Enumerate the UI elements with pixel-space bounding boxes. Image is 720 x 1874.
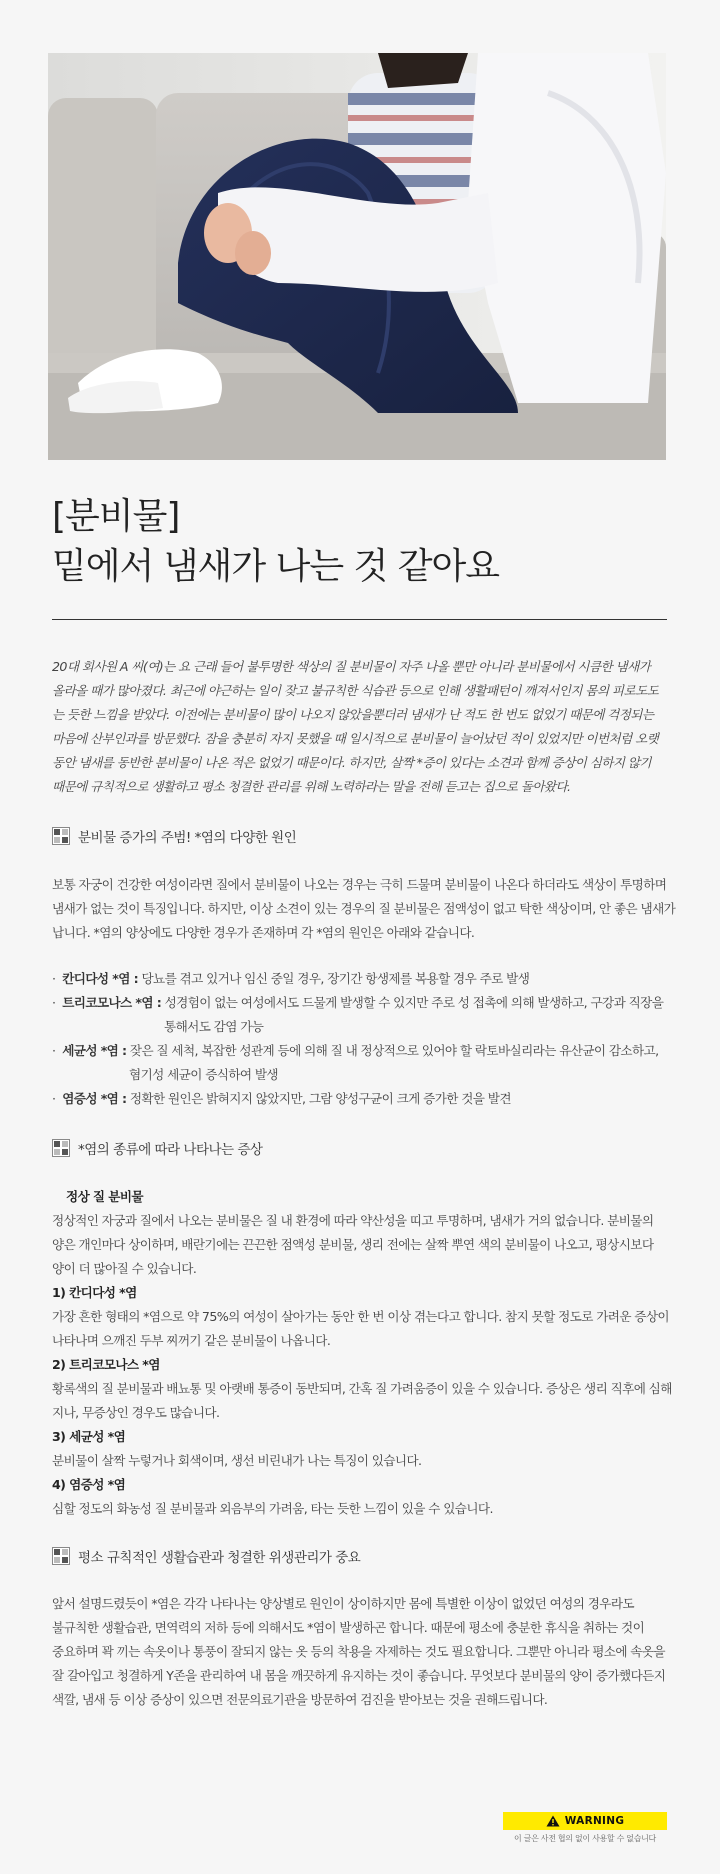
cause-item-bacterial	[52, 1039, 682, 1063]
paragraph-line: 지나, 무증상인 경우도 많습니다.	[52, 1405, 220, 1420]
causes-intro-paragraph	[52, 873, 682, 945]
paragraph-line: 양이 더 많아질 수 있습니다.	[52, 1261, 197, 1276]
cause-name: 염증성 *염 :	[62, 1091, 127, 1106]
paragraph-line: 가장 흔한 형태의 *염으로 약 75%의 여성이 살아가는 동안 한 번 이상 겪는다고 합니다. 참지 못할 정도로 가려운 증상이	[52, 1309, 669, 1324]
warning-label: WARNING	[564, 1815, 625, 1827]
paragraph-line: 잘 갈아입고 청결하게 Y존을 관리하여 내 몸을 깨끗하게 유지하는 것이 좋습니다. 무엇보다 분비물의 양이 증가했다든지	[52, 1668, 666, 1683]
warning-badge	[503, 1812, 667, 1830]
cause-name: 세균성 *염 :	[62, 1043, 127, 1058]
cause-item-candida	[52, 967, 682, 991]
paragraph-line: 양은 개인마다 상이하며, 배란기에는 끈끈한 점액성 분비물, 생리 전에는 살짝 뿌연 색의 분비물이 나오고, 평상시보다	[52, 1237, 654, 1252]
intro-line: 20대 회사원 A 씨(여)는 요 근래 들어 불투명한 색상의 질 분비물이 자주 나올 뿐만 아니라 분비물에서 시큼한 냄새가	[52, 659, 651, 674]
intro-line: 동안 냄새를 동반한 분비물이 나온 적은 없었기 때문이다. 하지만, 살짝 *증이 있다는 소견과 함께 증상이 심하지 않기	[52, 755, 651, 770]
cause-desc: 성경험이 없는 여성에서도 드물게 발생할 수 있지만 주로 성 접촉에 의해 발생하고, 구강과 직장을	[164, 995, 664, 1010]
intro-paragraph	[52, 655, 672, 799]
intro-line: 때문에 규칙적으로 생활하고 평소 청결한 관리를 위해 노력하라는 말을 전해 듣고는 집으로 돌아왔다.	[52, 779, 571, 794]
bullet: ·	[52, 971, 56, 986]
paragraph-line: 앞서 설명드렸듯이 *염은 각각 나타나는 양상별로 원인이 상이하지만 몸에 특별한 이상이 없었던 여성의 경우라도	[52, 1596, 634, 1611]
symptoms-content	[52, 1185, 682, 1521]
paragraph-line: 중요하며 꽉 끼는 속옷이나 통풍이 잘되지 않는 옷 등의 착용을 자제하는 것도 필요합니다. 그뿐만 아니라 평소에 속옷을	[52, 1644, 666, 1659]
paragraph-line: 분비물이 살짝 누렇거나 회색이며, 생선 비린내가 나는 특징이 있습니다.	[52, 1453, 422, 1468]
hero-photo	[48, 53, 666, 460]
symptom-type-heading: 4) 염증성 *염	[52, 1477, 126, 1492]
paragraph-line: 정상적인 자궁과 질에서 나오는 분비물은 질 내 환경에 따라 약산성을 띠고 투명하며, 냄새가 거의 없습니다. 분비물의	[52, 1213, 654, 1228]
paragraph-line: 황록색의 질 분비물과 배뇨통 및 아랫배 통증이 동반되며, 간혹 질 가려움증이 있을 수 있습니다. 증상은 생리 직후에 심해	[52, 1381, 672, 1396]
bullet: ·	[52, 995, 56, 1010]
symptom-type-heading: 3) 세균성 *염	[52, 1429, 126, 1444]
section-heading-text: 평소 규칙적인 생활습관과 청결한 위생관리가 중요	[78, 1550, 361, 1566]
section-heading-symptoms	[52, 1138, 262, 1158]
title-divider	[52, 619, 667, 620]
cause-desc: 정확한 원인은 밝혀지지 않았지만, 그람 양성구균이 크게 증가한 것을 발견	[129, 1091, 511, 1106]
symptom-type-heading: 1) 칸디다성 *염	[52, 1285, 137, 1300]
cause-item-trichomonas-cont: 통해서도 감염 가능	[164, 1019, 264, 1034]
cause-item-inflammatory	[52, 1087, 682, 1111]
cause-name: 칸디다성 *염 :	[62, 971, 139, 986]
causes-list	[52, 967, 682, 1111]
intro-line: 마음에 산부인과를 방문했다. 잠을 충분히 자지 못했을 때 일시적으로 분비물이 늘어났던 적이 있었지만 이번처럼 오랫	[52, 731, 659, 746]
title-line-1: [분비물]	[52, 496, 180, 537]
grid-square-icon	[52, 1547, 70, 1565]
intro-line: 올라올 때가 많아졌다. 최근에 야근하는 일이 잦고 불규칙한 식습관 등으로 인해 생활패턴이 깨져서인지 몸의 피로도도	[52, 683, 659, 698]
cause-desc: 잦은 질 세척, 복잡한 성관계 등에 의해 질 내 정상적으로 있어야 할 락토바실리라는 유산균이 감소하고,	[129, 1043, 659, 1058]
section-heading-hygiene	[52, 1546, 360, 1566]
paragraph-line: 보통 자궁이 건강한 여성이라면 질에서 분비물이 나오는 경우는 극히 드물며 분비물이 나온다 하더라도 색상이 투명하며	[52, 877, 667, 892]
page-title	[52, 492, 672, 592]
woman-hugging-knees-photo	[48, 53, 666, 460]
paragraph-line: 나타나며 으깨진 두부 찌꺼기 같은 분비물이 나옵니다.	[52, 1333, 331, 1348]
paragraph-line: 납니다. *염의 양상에도 다양한 경우가 존재하며 각 *염의 원인은 아래와 같습니다.	[52, 925, 475, 940]
paragraph-line: 불규칙한 생활습관, 면역력의 저하 등에 의해서도 *염이 발생하곤 합니다. 때문에 평소에 충분한 휴식을 취하는 것이	[52, 1620, 645, 1635]
paragraph-line: 심할 정도의 화농성 질 분비물과 외음부의 가려움, 타는 듯한 느낌이 있을 수 있습니다.	[52, 1501, 493, 1516]
section-heading-text: *염의 종류에 따라 나타나는 증상	[78, 1142, 263, 1158]
section-heading-causes	[52, 826, 296, 846]
symptom-type-heading: 2) 트리코모나스 *염	[52, 1357, 160, 1372]
paragraph-line: 냄새가 없는 것이 특징입니다. 하지만, 이상 소견이 있는 경우의 질 분비물은 점액성이 없고 탁한 색상이며, 안 좋은 냄새가	[52, 901, 676, 916]
cause-item-bacterial-cont: 혐기성 세균이 증식하여 발생	[129, 1067, 278, 1082]
intro-line: 는 듯한 느낌을 받았다. 이전에는 분비물이 많이 나오지 않았을뿐더러 냄새가 난 적도 한 번도 없었기 때문에 걱정되는	[52, 707, 654, 722]
title-line-2: 밑에서 냄새가 나는 것 같아요	[52, 546, 500, 587]
section-heading-text: 분비물 증가의 주범! *염의 다양한 원인	[78, 830, 297, 846]
normal-discharge-heading: 정상 질 분비물	[66, 1189, 143, 1204]
bullet: ·	[52, 1043, 56, 1058]
warning-triangle-icon	[546, 1815, 560, 1827]
grid-square-icon	[52, 1139, 70, 1157]
cause-name: 트리코모나스 *염 :	[62, 995, 162, 1010]
bullet: ·	[52, 1091, 56, 1106]
paragraph-line: 색깔, 냄새 등 이상 증상이 있으면 전문의료기관을 방문하여 검진을 받아보는 것을 권해드립니다.	[52, 1692, 548, 1707]
cause-desc: 당뇨를 겪고 있거나 임신 중일 경우, 장기간 항생제를 복용할 경우 주로 발생	[141, 971, 530, 986]
cause-item-trichomonas	[52, 991, 682, 1015]
hygiene-paragraph	[52, 1592, 682, 1712]
copyright-note: 이 글은 사전 협의 없이 사용할 수 없습니다	[514, 1834, 656, 1843]
grid-square-icon	[52, 827, 70, 845]
